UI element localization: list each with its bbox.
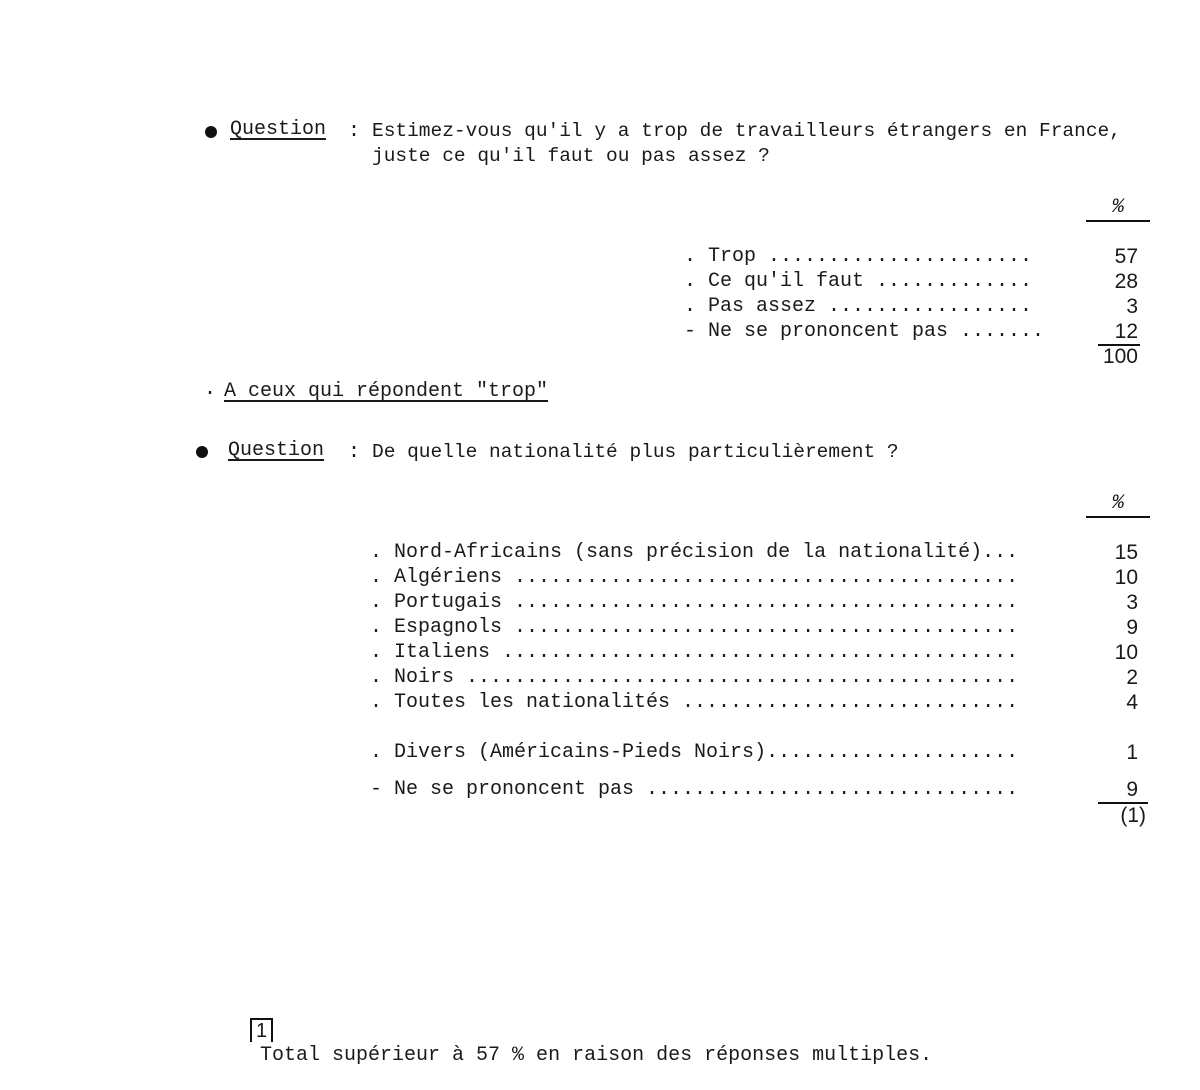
question-1-label: Question	[230, 118, 327, 141]
question-1-row-label: . Ce qu'il faut .............	[684, 270, 1033, 293]
question-1-total: 100	[1102, 345, 1138, 368]
question-1-row-label: - Ne se prononcent pas .......	[684, 320, 1045, 343]
question-2-row	[0, 777, 1200, 802]
question-2-row-label: - Ne se prononcent pas ...............................	[370, 778, 1019, 801]
question-2-row-label: . Espagnols ..........................................	[370, 616, 1019, 639]
question-2-row-value: 9	[1126, 778, 1138, 801]
question-2-row	[0, 590, 1200, 615]
question-1-row-value: 28	[1114, 270, 1138, 293]
subheading-dot: ·	[204, 382, 217, 405]
question-2-row-value: 10	[1114, 566, 1138, 589]
question-2-row-label: . Italiens ...........................................	[370, 641, 1019, 664]
question-2-bullet	[196, 446, 208, 458]
question-1-row-value: 3	[1126, 295, 1138, 318]
question-2-row-value: 10	[1114, 641, 1138, 664]
question-2-total: (1)	[1120, 804, 1146, 827]
question-2-text: De quelle nationalité plus particulièrement ?	[372, 441, 899, 463]
footnote-text: Total supérieur à 57 % en raison des réponses multiples.	[260, 1044, 933, 1067]
question-1-percent-header: %	[1086, 196, 1150, 222]
question-1-row-value: 12	[1114, 320, 1138, 343]
question-2-row	[0, 665, 1200, 690]
question-1-row-label: . Trop ......................	[684, 245, 1033, 268]
question-1-text-line2: juste ce qu'il faut ou pas assez ?	[372, 145, 770, 167]
question-2-row	[0, 565, 1200, 590]
question-2-row	[0, 640, 1200, 665]
question-1-row	[0, 319, 1200, 344]
question-2-colon: :	[348, 441, 361, 464]
question-2-percent-header: %	[1086, 492, 1150, 518]
question-2-row	[0, 740, 1200, 765]
question-1-row-value: 57	[1114, 245, 1138, 268]
question-2-row-label: . Portugais ..........................................	[370, 591, 1019, 614]
subheading: A ceux qui répondent "trop"	[224, 380, 549, 403]
question-1-text-line1: Estimez-vous qu'il y a trop de travailleurs étrangers en France,	[372, 120, 1121, 142]
question-2-row-label: . Noirs ..............................................	[370, 666, 1019, 689]
question-2-row	[0, 615, 1200, 640]
question-1-colon: :	[348, 120, 361, 143]
question-2-row-value: 1	[1126, 741, 1138, 764]
question-2-row-label: . Toutes les nationalités ............................	[370, 691, 1019, 714]
question-2-row-value: 2	[1126, 666, 1138, 689]
question-1-row-label: . Pas assez .................	[684, 295, 1033, 318]
question-1-row	[0, 294, 1200, 319]
question-1-bullet	[205, 126, 217, 138]
question-2-row	[0, 540, 1200, 565]
footnote-marker: 1	[250, 1018, 273, 1042]
question-1-row	[0, 269, 1200, 294]
footnote	[226, 997, 932, 1067]
question-2-row-value: 4	[1126, 691, 1138, 714]
question-1-row	[0, 244, 1200, 269]
question-2-row-value: 9	[1126, 616, 1138, 639]
question-2-row-value: 3	[1126, 591, 1138, 614]
question-2-label: Question	[228, 439, 325, 462]
question-2-row-label: . Divers (Américains-Pieds Noirs).....................	[370, 741, 1019, 764]
question-2-row-value: 15	[1114, 541, 1138, 564]
question-2-row-label: . Algériens ..........................................	[370, 566, 1019, 589]
question-2-row	[0, 690, 1200, 715]
question-2-row-label: . Nord-Africains (sans précision de la nationalité)...	[370, 541, 1019, 564]
